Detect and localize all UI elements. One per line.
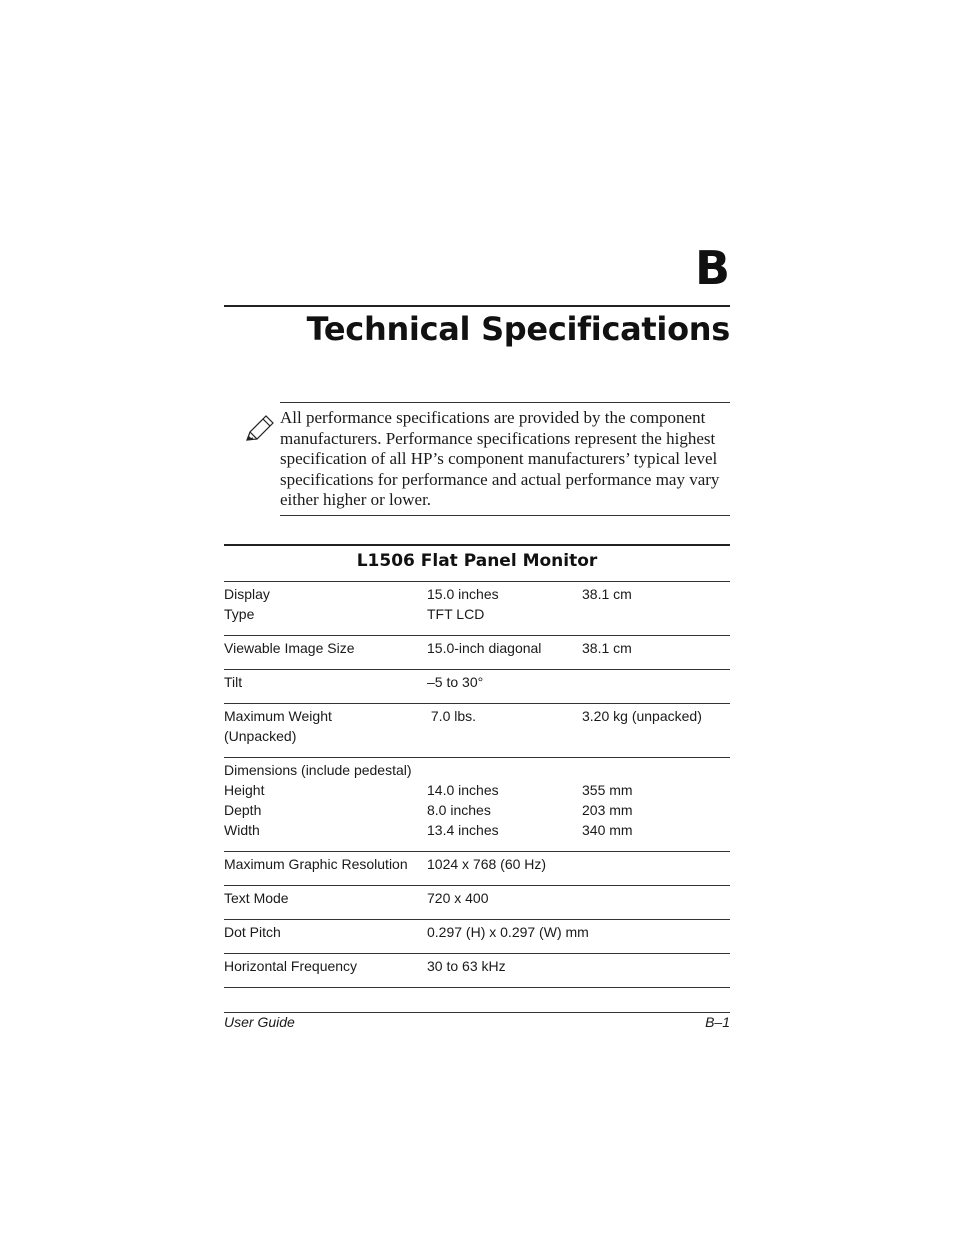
row-label: Tilt (224, 674, 243, 690)
table-row (224, 851, 730, 885)
row-value: –5 to 30° (427, 674, 484, 690)
row-value: 15.0-inch diagonal (427, 640, 542, 656)
table-row (224, 635, 730, 669)
row-label: Display Type (224, 586, 270, 622)
row-metric: 38.1 cm (582, 640, 632, 656)
spec-table (224, 544, 730, 988)
note-box (224, 401, 730, 517)
row-label: Dimensions (include pedestal) Height Depth Width (224, 762, 412, 838)
note-bottom-rule (280, 515, 730, 516)
note-text: All performance specifications are provided by the component manufacturers. Performance specifications represent the highest specification of all HP’s component manufacturers’ typical level specifications for performance and actual performance may vary either higher or lower. (280, 408, 720, 509)
note-top-rule (280, 402, 730, 403)
row-value: 0.297 (H) x 0.297 (W) mm (427, 924, 589, 940)
row-label: Maximum Graphic Resolution (224, 856, 408, 872)
footer-rule (224, 1012, 730, 1013)
row-value: 14.0 inches 8.0 inches 13.4 inches (427, 782, 499, 838)
footer-page-number: B–1 (705, 1014, 730, 1030)
table-row (224, 703, 730, 757)
table-row (224, 757, 730, 851)
spec-rows (224, 581, 730, 988)
table-row (224, 953, 730, 988)
row-value: 7.0 lbs. (427, 708, 477, 724)
table-row (224, 669, 730, 703)
table-title: L1506 Flat Panel Monitor (224, 544, 730, 581)
pencil-note-icon (242, 413, 276, 447)
row-label: Maximum Weight (Unpacked) (224, 708, 332, 744)
row-value: 30 to 63 kHz (427, 958, 506, 974)
table-row (224, 919, 730, 953)
row-metric: 3.20 kg (unpacked) (582, 708, 702, 724)
row-value: 15.0 inches TFT LCD (427, 586, 499, 622)
row-value: 720 x 400 (427, 890, 489, 906)
row-label: Dot Pitch (224, 924, 281, 940)
table-row (224, 581, 730, 635)
footer-document-title: User Guide (224, 1014, 295, 1030)
row-metric: 38.1 cm (582, 586, 632, 602)
appendix-letter: B (694, 241, 730, 295)
row-label: Horizontal Frequency (224, 958, 358, 974)
row-label: Viewable Image Size (224, 640, 355, 656)
chapter-title: Technical Specifications (306, 310, 730, 348)
table-row (224, 885, 730, 919)
row-metric: 355 mm 203 mm 340 mm (582, 782, 633, 838)
row-value: 1024 x 768 (60 Hz) (427, 856, 547, 872)
row-label: Text Mode (224, 890, 289, 906)
